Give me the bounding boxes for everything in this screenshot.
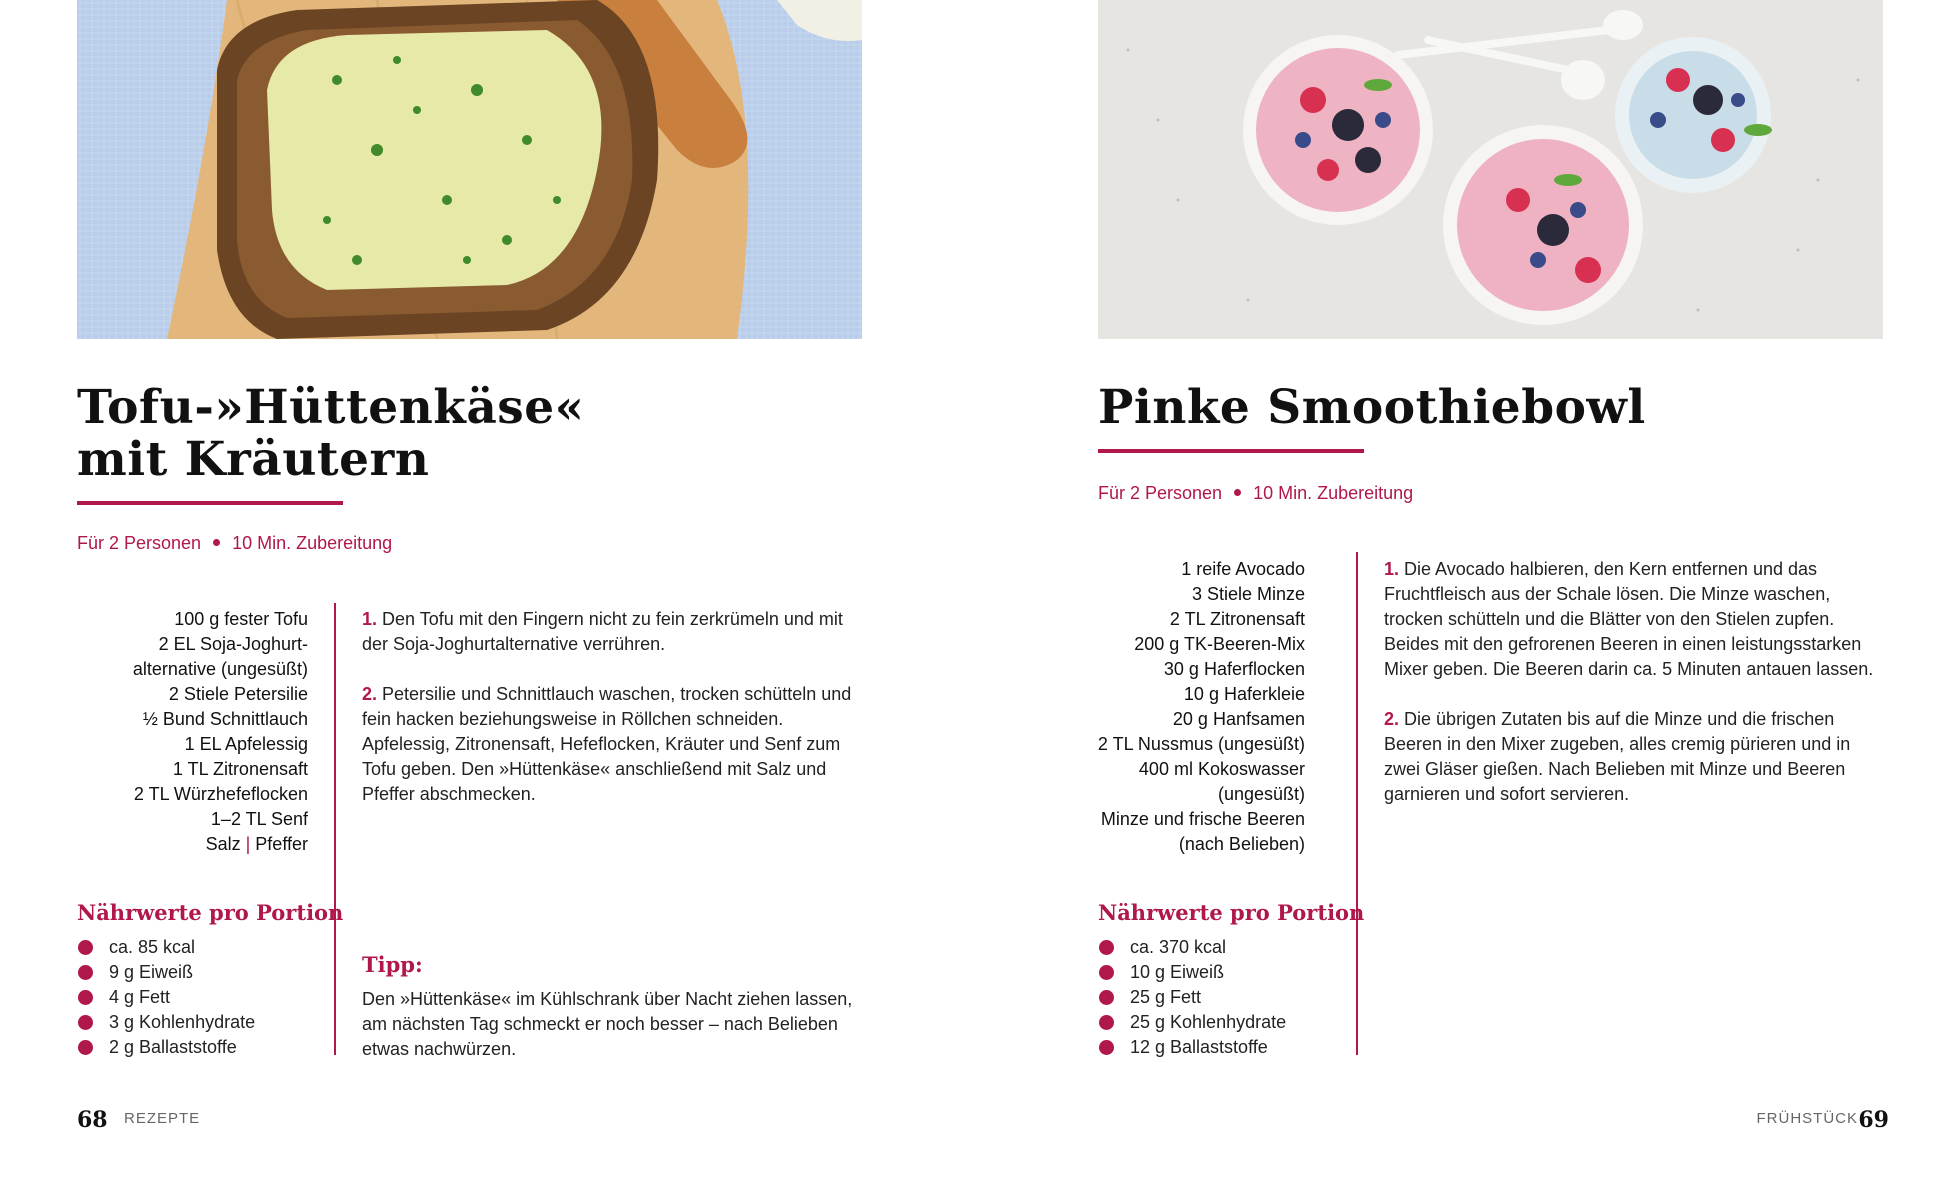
- ingredient-item: ½ Bund Schnittlauch: [142, 709, 308, 729]
- ingredient-item: 2 TL Nussmus (ungesüßt): [1097, 734, 1305, 754]
- nutrition-title: Nährwerte pro Portion: [1098, 900, 1365, 925]
- page-number: 68: [77, 1107, 108, 1133]
- pepper: Pfeffer: [255, 834, 308, 854]
- ingredient-item: (nach Belieben): [1178, 834, 1305, 854]
- right-page: [974, 0, 1948, 1181]
- column-divider: [1356, 552, 1358, 1055]
- page-number: 69: [1858, 1107, 1889, 1133]
- step-text: Petersilie und Schnittlauch waschen, trocken schütteln und fein hacken beziehungsweise in Röllchen schneiden. Apfelessig, Zitronensaft, Hefeflocken, Kräuter und Senf zum Tofu geben. Den »Hüttenkäse« anschließend mit Salz und Pfeffer abschmecken.: [362, 684, 852, 804]
- recipe-meta: [77, 533, 392, 554]
- step-text: Die übrigen Zutaten bis auf die Minze und die frischen Beeren in den Mixer zugeben, alles cremig pürieren und in zwei Gläser gießen. Nach Belieben mit Minze und Beeren garnieren und sofort servieren.: [1384, 709, 1851, 804]
- bullet-dot-icon: [213, 539, 220, 546]
- prep-time: 10 Min. Zubereitung: [232, 533, 393, 553]
- prep-time: 10 Min. Zubereitung: [1253, 483, 1414, 503]
- step: [362, 682, 867, 807]
- salt: Salz: [205, 834, 241, 854]
- instruction-steps: [1384, 557, 1889, 832]
- servings: Für 2 Personen: [1098, 483, 1223, 503]
- bullet-icon: [78, 940, 93, 955]
- step: [362, 607, 867, 657]
- step-number: 1.: [362, 609, 378, 629]
- recipe-title: [77, 382, 585, 486]
- step-number: 2.: [1384, 709, 1400, 729]
- bullet-icon: [1099, 940, 1114, 955]
- title-line: mit Kräutern: [77, 432, 430, 487]
- ingredient-item: 10 g Haferkleie: [1183, 684, 1305, 704]
- ingredient-item: alternative (ungesüßt): [132, 659, 308, 679]
- step-number: 2.: [362, 684, 378, 704]
- ingredient-item: 1 EL Apfelessig: [184, 734, 308, 754]
- tip-text: Den »Hüttenkäse« im Kühlschrank über Nacht ziehen lassen, am nächsten Tag schmeckt er noch besser – nach Belieben etwas nachwürzen.: [362, 989, 853, 1059]
- ingredient-item: 20 g Hanfsamen: [1172, 709, 1305, 729]
- ingredient-list: [1098, 557, 1305, 857]
- ingredient-item: (ungesüßt): [1217, 784, 1305, 804]
- ingredient-item: 2 EL Soja-Joghurt-: [158, 634, 308, 654]
- ingredient-item: 2 TL Zitronensaft: [1169, 609, 1305, 629]
- bullet-icon: [1099, 1040, 1114, 1055]
- title-line: Tofu-»Hüttenkäse«: [77, 380, 585, 435]
- bullet-dot-icon: [1234, 489, 1241, 496]
- nutrition-title: Nährwerte pro Portion: [77, 900, 344, 925]
- bullet-icon: [78, 965, 93, 980]
- title-line: Pinke Smoothiebowl: [1098, 380, 1646, 435]
- nutrition-item: 2 g Ballaststoffe: [77, 1035, 255, 1060]
- bullet-icon: [1099, 965, 1114, 980]
- nutrition-item: 12 g Ballaststoffe: [1098, 1035, 1286, 1060]
- ingredient-item: 200 g TK-Beeren-Mix: [1134, 634, 1305, 654]
- step-text: Den Tofu mit den Fingern nicht zu fein zerkrümeln und mit der Soja-Joghurtalternative verrühren.: [362, 609, 843, 654]
- bullet-icon: [78, 1015, 93, 1030]
- tofu-photo: [77, 0, 862, 339]
- bullet-icon: [78, 990, 93, 1005]
- nutrition-item: 4 g Fett: [77, 985, 255, 1010]
- nutrition-item: 3 g Kohlenhydrate: [77, 1010, 255, 1035]
- tip-title: Tipp:: [362, 952, 423, 977]
- step-text: Die Avocado halbieren, den Kern entfernen und das Fruchtfleisch aus der Schale lösen. Die Minze waschen, trocken schütteln und die Blätter von den Stielen zupfen. Beides mit den gefrorenen Beeren in einen leistungsstarken Mixer geben. Die Beeren darin ca. 5 Minuten antauen lassen.: [1384, 559, 1874, 679]
- nutrition-item: ca. 85 kcal: [77, 935, 255, 960]
- ingredient-item: 1 reife Avocado: [1181, 559, 1305, 579]
- instruction-steps: [362, 607, 867, 832]
- nutrition-item: 25 g Fett: [1098, 985, 1286, 1010]
- ingredient-list: [133, 607, 308, 857]
- column-divider: [334, 603, 336, 1055]
- nutrition-item: ca. 370 kcal: [1098, 935, 1286, 960]
- nutrition-list: [1098, 935, 1286, 1060]
- ingredient-item: 2 TL Würzhefeflocken: [133, 784, 308, 804]
- title-underline: [1098, 449, 1364, 453]
- separator: |: [245, 834, 251, 854]
- step: [1384, 707, 1889, 807]
- servings: Für 2 Personen: [77, 533, 202, 553]
- bullet-icon: [1099, 1015, 1114, 1030]
- step-number: 1.: [1384, 559, 1400, 579]
- recipe-meta: [1098, 483, 1413, 504]
- nutrition-item: 10 g Eiweiß: [1098, 960, 1286, 985]
- ingredient-item: 1 TL Zitronensaft: [172, 759, 308, 779]
- ingredient-item: 100 g fester Tofu: [174, 609, 308, 629]
- nutrition-list: [77, 935, 255, 1060]
- smoothiebowl-photo: [1098, 0, 1883, 339]
- ingredient-item: 400 ml Kokoswasser: [1138, 759, 1305, 779]
- ingredient-item: 30 g Haferflocken: [1163, 659, 1305, 679]
- bullet-icon: [78, 1040, 93, 1055]
- ingredient-item: Minze und frische Beeren: [1100, 809, 1305, 829]
- ingredient-item: 3 Stiele Minze: [1191, 584, 1305, 604]
- nutrition-item: 9 g Eiweiß: [77, 960, 255, 985]
- nutrition-item: 25 g Kohlenhydrate: [1098, 1010, 1286, 1035]
- ingredient-item: 1–2 TL Senf: [210, 809, 308, 829]
- title-underline: [77, 501, 343, 505]
- bullet-icon: [1099, 990, 1114, 1005]
- step: [1384, 557, 1889, 682]
- section-label: FRÜHSTÜCK: [1756, 1110, 1858, 1127]
- section-label: REZEPTE: [124, 1110, 201, 1127]
- recipe-title: [1098, 382, 1646, 434]
- ingredient-item: [133, 832, 308, 857]
- ingredient-item: 2 Stiele Petersilie: [168, 684, 308, 704]
